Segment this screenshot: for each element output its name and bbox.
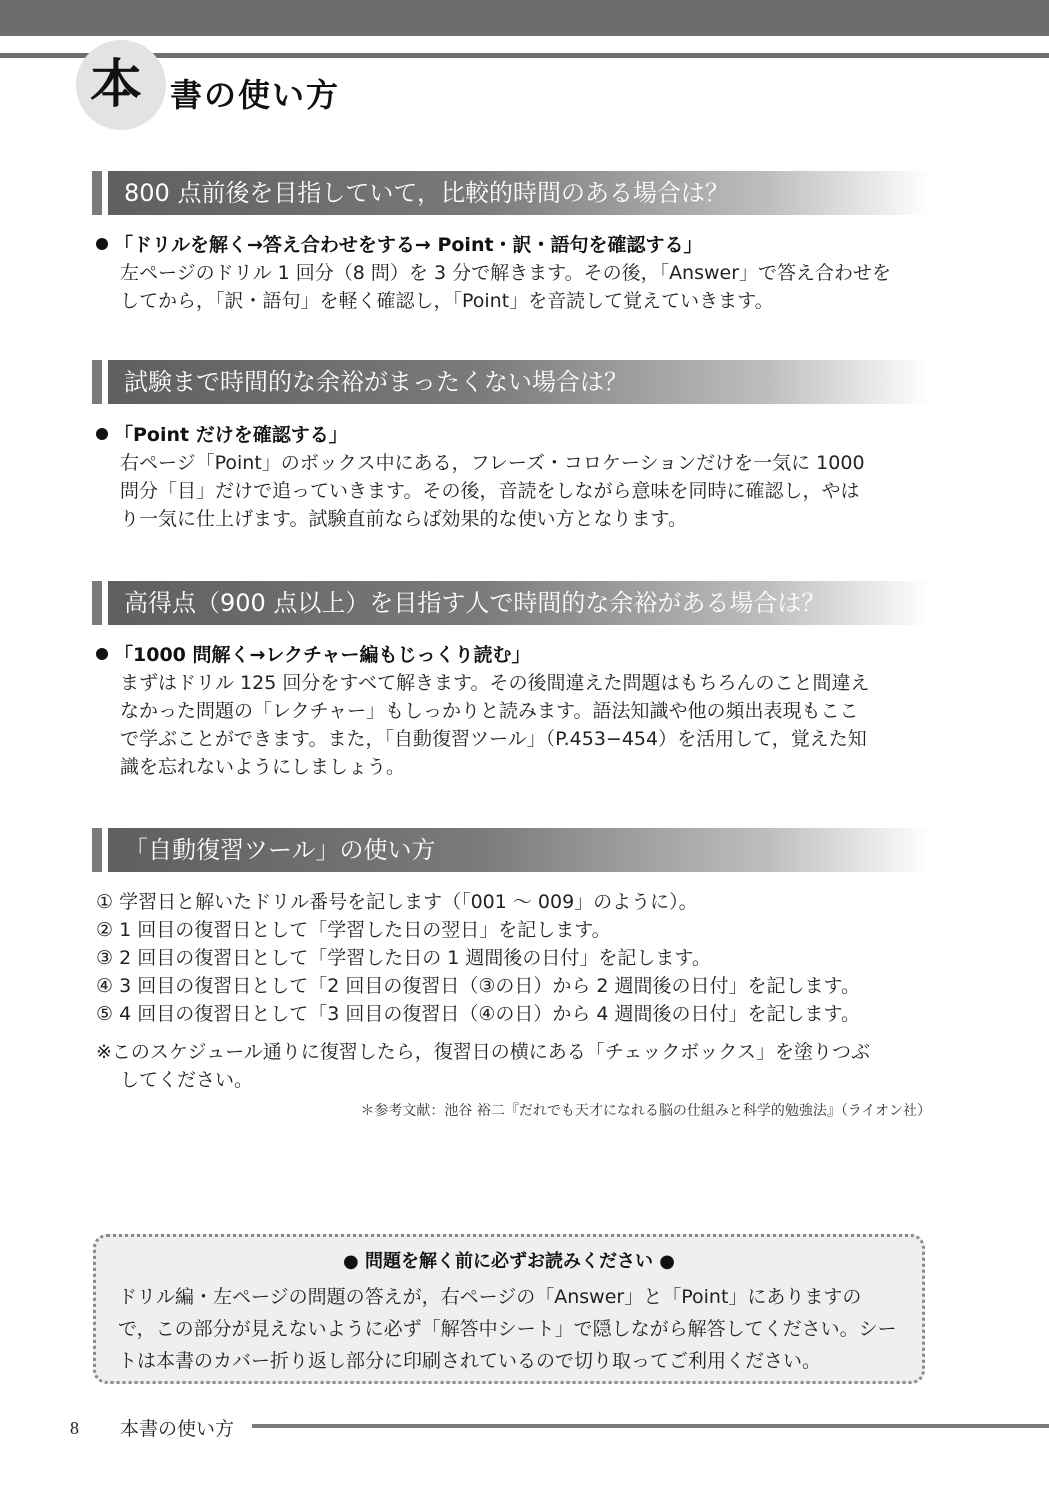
section-bar xyxy=(92,581,102,625)
notice-box xyxy=(93,1234,925,1384)
bullet-heading xyxy=(96,641,530,669)
section-heading-no-time xyxy=(92,360,930,404)
note-line: ※このスケジュール通りに復習したら，復習日の横にある「チェックボックス」を塗りつぶ xyxy=(96,1041,871,1063)
body-line: 左ページのドリル 1 回分（8 問）を 3 分で解きます。その後，「Answer」で答え合わせを xyxy=(120,262,892,284)
footer-label: 本書の使い方 xyxy=(120,1418,235,1440)
section-heading-review-tool xyxy=(92,828,930,872)
section-heading-800 xyxy=(92,171,930,215)
bullet-icon xyxy=(96,238,108,250)
bullet-heading xyxy=(96,421,348,449)
page-number: 8 xyxy=(70,1418,79,1438)
top-rule xyxy=(0,53,1049,58)
page-title: 書の使い方 xyxy=(170,76,341,114)
notice-line: トは本書のカバー折り返し部分に印刷されているので切り取ってご利用ください。 xyxy=(118,1350,822,1372)
review-steps xyxy=(96,888,936,1028)
notice-line: で，この部分が見えないように必ず「解答中シート」で隠しながら解答してください。シー xyxy=(118,1318,897,1340)
footer-rule xyxy=(252,1424,1049,1428)
bullet-icon xyxy=(96,648,108,660)
bullet-text: 「Point だけを確認する」 xyxy=(114,424,348,446)
section-body xyxy=(120,449,932,533)
section-bar xyxy=(92,171,102,215)
page-title-kanji: 本 xyxy=(90,55,143,115)
body-line: 右ページ「Point」のボックス中にある，フレーズ・コロケーションだけを一気に 1000 xyxy=(120,452,865,474)
bullet-heading xyxy=(96,231,703,259)
section-bar xyxy=(92,828,102,872)
notice-title: ● 問題を解く前に必ずお読みください ● xyxy=(343,1251,675,1272)
body-line: で学ぶことができます。また，「自動復習ツール」（P.453−454）を活用して，覚えた知 xyxy=(120,728,867,750)
notice-body xyxy=(118,1281,908,1377)
step-item: ⑤ 4 回目の復習日として「3 回目の復習日（④の日）から 4 週間後の日付」を記します。 xyxy=(96,1003,861,1025)
body-line: なかった問題の「レクチャー」もしっかりと読みます。語法知識や他の頻出表現もここ xyxy=(120,700,859,722)
body-line: 識を忘れないようにしましょう。 xyxy=(120,756,406,778)
reference-citation: ＊参考文献：池谷 裕二『だれでも天才になれる脳の仕組みと科学的勉強法』（ライオン社） xyxy=(360,1103,931,1119)
step-item: ① 学習日と解いたドリル番号を記します（「001 ～ 009」のように）。 xyxy=(96,891,698,913)
section-heading-900 xyxy=(92,581,930,625)
step-item: ③ 2 回目の復習日として「学習した日の 1 週間後の日付」を記します。 xyxy=(96,947,711,969)
notice-line: ドリル編・左ページの問題の答えが，右ページの「Answer」と「Point」にありますの xyxy=(118,1286,862,1308)
body-line: してから，「訳・語句」を軽く確認し，「Point」を音読して覚えていきます。 xyxy=(120,290,774,312)
bullet-icon xyxy=(96,428,108,440)
section-title: 試験まで時間的な余裕がまったくない場合は？ xyxy=(124,368,628,396)
top-band xyxy=(0,0,1049,36)
section-body xyxy=(120,259,932,315)
schedule-note xyxy=(96,1038,946,1094)
body-line: まずはドリル 125 回分をすべて解きます。その後間違えた問題はもちろんのこと間違え xyxy=(120,672,870,694)
section-title: 800 点前後を目指していて，比較的時間のある場合は？ xyxy=(124,179,729,207)
section-body xyxy=(120,669,932,781)
step-item: ② 1 回目の復習日として「学習した日の翌日」を記します。 xyxy=(96,919,611,941)
body-line: 問分「目」だけで追っていきます。その後，音読をしながら意味を同時に確認し，やは xyxy=(120,480,860,502)
section-title: 高得点（900 点以上）を目指す人で時間的な余裕がある場合は？ xyxy=(124,589,826,617)
bullet-text: 「ドリルを解く→答え合わせをする→ Point・訳・語句を確認する」 xyxy=(114,234,703,256)
section-bar xyxy=(92,360,102,404)
note-line: してください。 xyxy=(120,1069,254,1091)
step-item: ④ 3 回目の復習日として「2 回目の復習日（③の日）から 2 週間後の日付」を記します。 xyxy=(96,975,861,997)
bullet-text: 「1000 問解く→レクチャー編もじっくり読む」 xyxy=(114,644,531,666)
body-line: り一気に仕上げます。試験直前ならば効果的な使い方となります。 xyxy=(120,508,687,530)
section-title: 「自動復習ツール」の使い方 xyxy=(124,836,436,864)
